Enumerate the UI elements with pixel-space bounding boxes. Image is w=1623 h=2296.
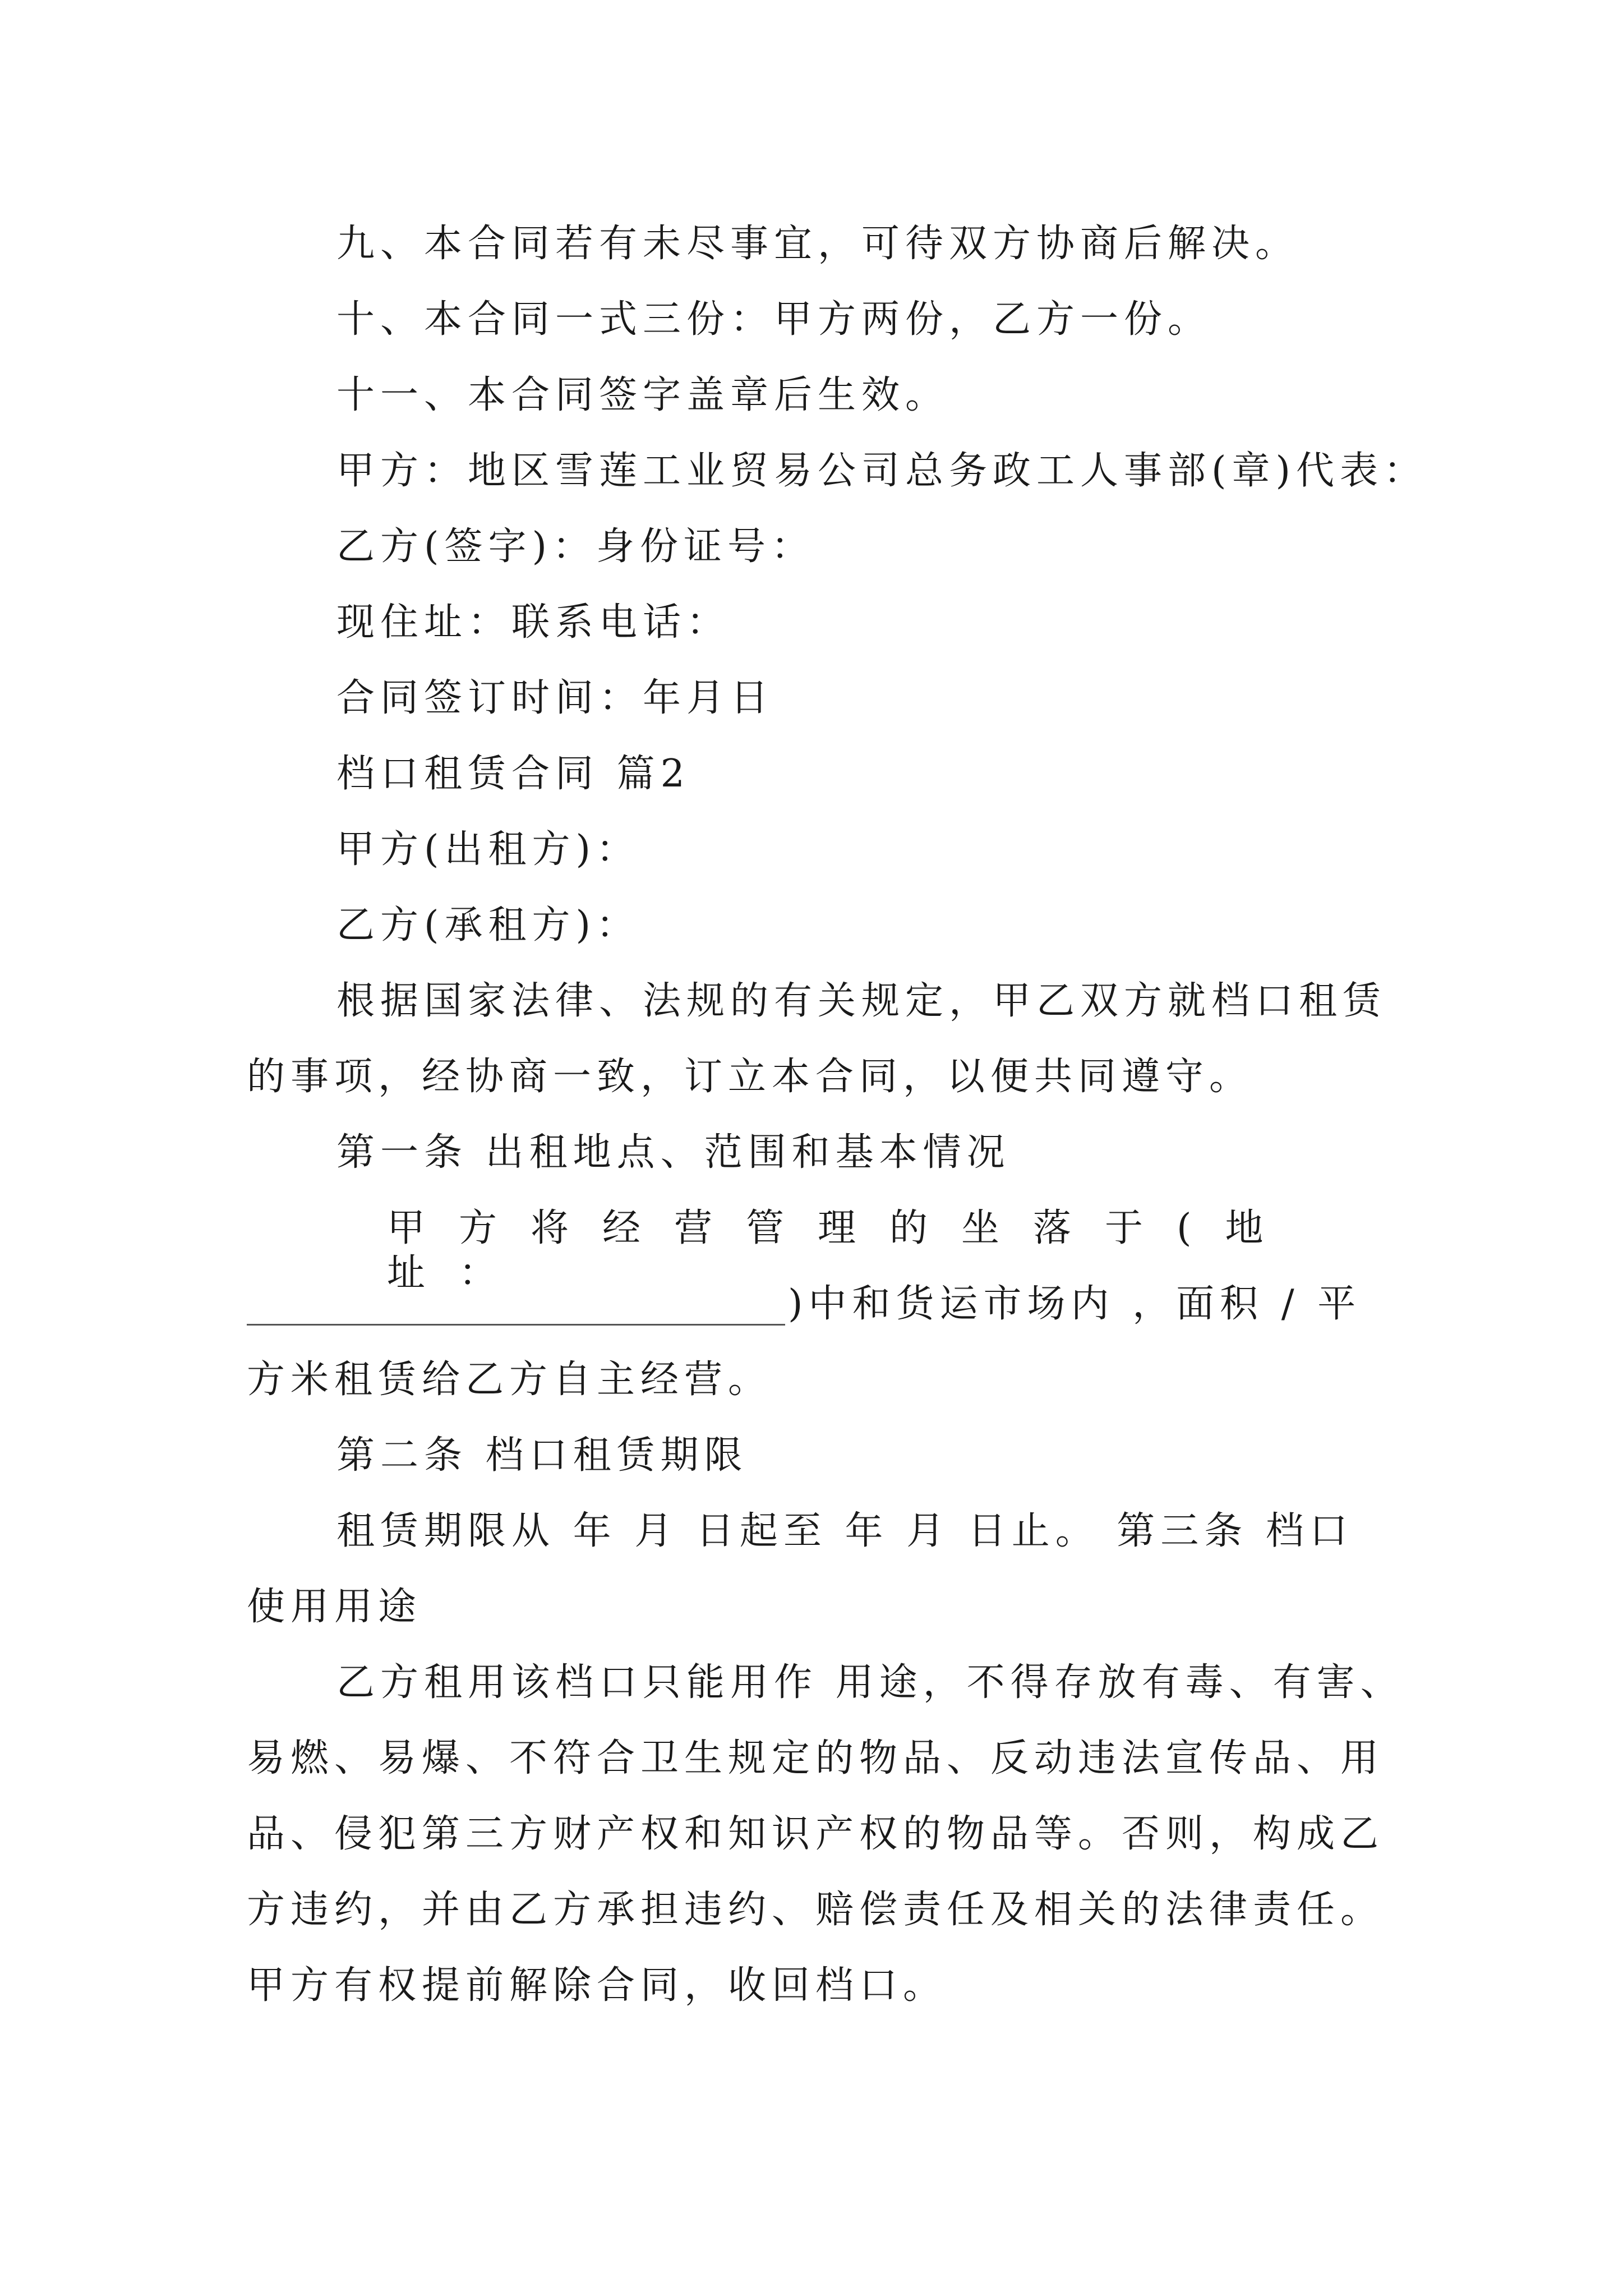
usage-line-3: 品、侵犯第三方财产权和知识产权的物品等。否则，构成乙 <box>247 1812 1385 1856</box>
section-heading: 档口租赁合同 篇2 <box>336 752 690 796</box>
clause-10: 十、本合同一式三份：甲方两份，乙方一份。 <box>336 297 1212 342</box>
address-blank-underline <box>247 1324 785 1326</box>
article-1-text-line-3: 方米租赁给乙方自主经营。 <box>247 1358 772 1402</box>
party-a-lessor: 甲方(出租方)： <box>336 827 640 872</box>
signing-date-line: 合同签订时间：年月日 <box>336 676 774 720</box>
party-b-signature-line: 乙方(签字)：身份证号： <box>336 524 815 569</box>
clause-11: 十一、本合同签字盖章后生效。 <box>336 373 949 417</box>
address-phone-line: 现住址：联系电话： <box>336 600 731 645</box>
usage-line-2: 易燃、易爆、不符合卫生规定的物品、反动违法宣传品、用 <box>247 1736 1385 1780</box>
party-b-lessee: 乙方(承租方)： <box>336 903 640 947</box>
article-1-heading: 第一条 出租地点、范围和基本情况 <box>336 1130 1011 1175</box>
lease-term-line: 租赁期限从 年 月 日起至 年 月 日止。 第三条 档口 <box>336 1509 1353 1553</box>
preamble-line-2: 的事项，经协商一致，订立本合同，以便共同遵守。 <box>247 1055 1253 1099</box>
usage-line-5: 甲方有权提前解除合同，收回档口。 <box>247 1963 947 2008</box>
article-1-location-text: 甲方将经营管理的坐落于(地址： <box>387 1206 1297 1295</box>
usage-line-1: 乙方租用该档口只能用作 用途，不得存放有毒、有害、 <box>336 1660 1404 1705</box>
usage-line-4: 方违约，并由乙方承担违约、赔偿责任及相关的法律责任。 <box>247 1888 1385 1932</box>
preamble-line-1: 根据国家法律、法规的有关规定，甲乙双方就档口租赁 <box>336 979 1387 1023</box>
article-3-heading-continued: 使用用途 <box>247 1585 422 1629</box>
article-2-heading: 第二条 档口租赁期限 <box>336 1433 748 1478</box>
article-1-text-line-2: )中和货运市场内 ，面积 / 平 <box>788 1282 1362 1326</box>
party-a-signature-line: 甲方：地区雪莲工业贸易公司总务政工人事部(章)代表： <box>336 449 1428 493</box>
clause-9: 九、本合同若有未尽事宜，可待双方协商后解决。 <box>336 222 1299 266</box>
